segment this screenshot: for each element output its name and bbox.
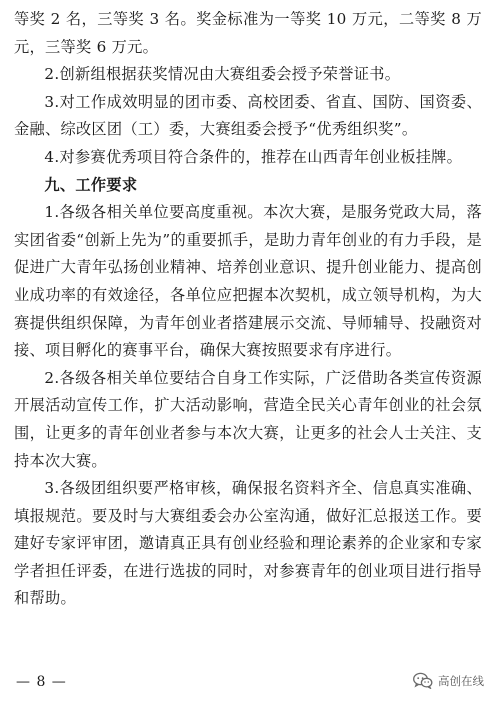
paragraph-requirement-3: 3.各级团组织要严格审核，确保报名资料齐全、信息真实准确、填报规范。要及时与大赛组委会办公室沟通，做好汇总报送工作。要建好专家评审团，邀请真正具有创业经验和理论素养的企业家和专家学者担任评委，在进行选拔的同时，对参赛青年的创业项目进行指导和帮助。 bbox=[14, 479, 482, 608]
paragraph-requirement-2: 2.各级各相关单位要结合自身工作实际，广泛借助各类宣传资源开展活动宣传工作，扩大活动影响，营造全民关心青年创业的社会氛围，让更多的青年创业者参与本次大赛，让更多的社会人士关注、支持本次大赛。 bbox=[14, 368, 482, 470]
paragraph-innovation-certificate: 2.创新组根据获奖情况由大赛组委会授予荣誉证书。 bbox=[44, 65, 401, 84]
section-heading-work-requirements: 九、工作要求 bbox=[44, 175, 138, 194]
paragraph-requirement-1: 1.各级各相关单位要高度重视。本次大赛，是服务党政大局，落实团省委“创新上先为”的重要抓手，是助力青年创业的有力手段，是促进广大青年弘扬创业精神、培养创业意识、提升创业能力、提高创业成功率的有效途径，各单位应把握本次契机，成立领导机构，为大赛提供组织保障，为青年创业者搭建展示交流、导师辅导、投融资对接、项目孵化的赛事平台，确保大赛按照要求有序进行。 bbox=[14, 203, 482, 360]
page-number: — 8 — bbox=[16, 674, 67, 690]
paragraph-youth-board-listing: 4.对参赛优秀项目符合条件的，推荐在山西青年创业板挂牌。 bbox=[44, 147, 463, 166]
paragraph-award-amounts: 等奖 2 名，三等奖 3 名。奖金标准为一等奖 10 万元，二等奖 8 万元，三等奖 6 万元。 bbox=[14, 10, 482, 56]
wechat-icon bbox=[413, 672, 433, 689]
document-body bbox=[14, 6, 482, 613]
paragraph-organization-award: 3.对工作成效明显的团市委、高校团委、省直、国防、国资委、金融、综改区团（工）委，大赛组委会授予“优秀组织奖”。 bbox=[14, 92, 482, 139]
wechat-watermark bbox=[413, 672, 484, 689]
watermark-text: 高创在线 bbox=[438, 673, 484, 688]
